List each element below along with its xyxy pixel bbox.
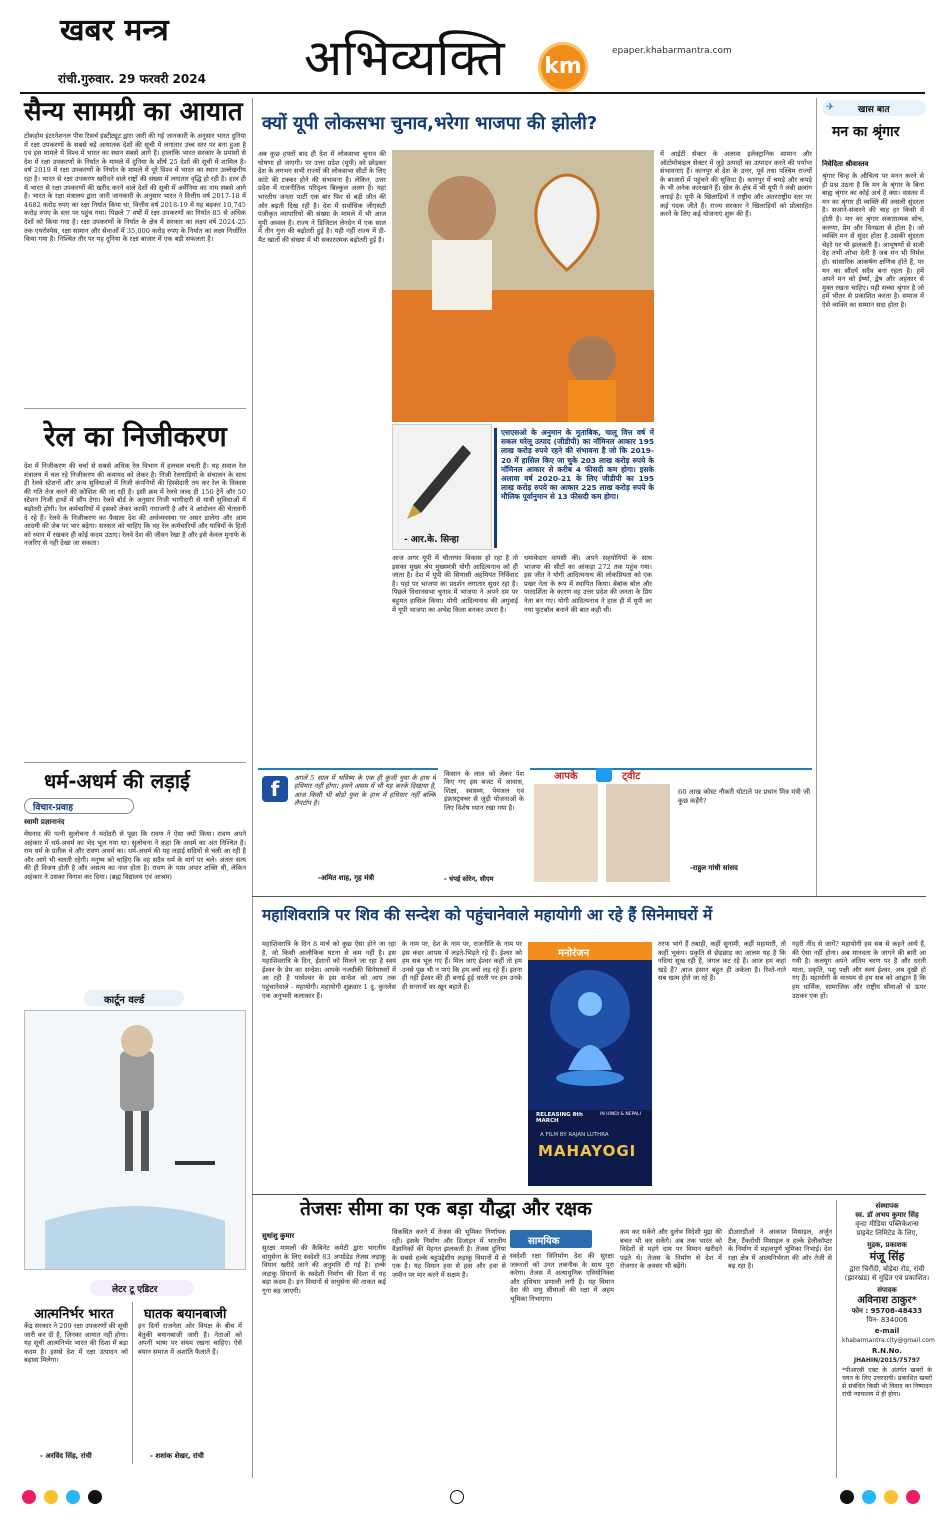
mid-quote-text: किसान के लाल को लेकर पेश किए गए इस बजट में आवास, शिक्षा, स्वास्थ्य, पेयजल एवं इंफ्रास्ट्रक्चर से जुड़ी योजनाओं के लिए विशेष ध्यान रखा गया है। [444, 770, 524, 812]
lead-pullquote: एसएसओ के अनुमान के मुताबिक, चालू वित्त वर्ष में सकल घरेलू उत्पाद (जीडीपी) का नॉमिनल आकार 195 लाख करोड़ रुपये रहने की संभावना है जो कि 2019-20 में हासिल किए जा चुके 203 लाख करोड़ रुपये के नॉमिनल आकार से करीब 4 फीसदी कम होगा। इसके अलावा वर्ष 2020-21 के लिए जीडीपी का 195 लाख करोड़ रुपये का आकार 225 लाख करोड़ रुपये के मौलिक पूर्वानुमान से 13 फीसदी कम होगा। [494, 428, 654, 548]
imprint-l12: e-mail [874, 1327, 900, 1335]
lead-headline: क्यों यूपी लोकसभा चुनाव,भरेगा भाजपा की झोली? [262, 113, 598, 134]
manoranjan-tag [528, 942, 652, 960]
manoranjan-label: मनोरंजन [558, 948, 590, 959]
l1-title: आत्मनिर्भर भारत [34, 1307, 114, 1322]
khaas-baat-badge [822, 100, 926, 116]
reg-mark-black-2 [840, 1490, 854, 1504]
imprint-disclaimer: *पीआरबी एक्ट के अंतर्गत खबरों के चयन के लिए उत्तरदायी। प्रकाशित खबरों से संबंधित किसी भी विवाद का निष्पादन रांची न्यायालय में ही होगा। [842, 1367, 932, 1398]
reg-mark-cyan-2 [862, 1490, 876, 1504]
rally-photo-icon [392, 150, 654, 422]
poster-lang: IN HINDI & NEPALI [600, 1112, 641, 1117]
imprint-l5: मुद्रक, प्रकाशक [867, 1241, 907, 1249]
imprint-l9: अविनाश ठाकुर* [857, 1295, 917, 1306]
samayik-tag [510, 1230, 592, 1248]
letters-label: लेटर टू एडिटर [112, 1285, 158, 1295]
letters-badge [90, 1280, 194, 1296]
l2-title: घातक बयानबाजी [144, 1307, 227, 1322]
l2-sign: - शशांक शेखर, रांची [150, 1452, 204, 1460]
section-title: अभिव्यक्ति [304, 29, 505, 87]
art1-body: टॉकहोम इंटरनेशनल पीस रिसर्च इंस्टीट्यूट द्वारा जारी की गई जानकारी के अनुसार भारत दुनिया में रक्षा उपकरणों के सबसे बड़े आयातक देशों की सूची में लगातार उच्च स्तर पर बना हुआ है एवं इस मामले में विश्व में भारत का स्थान सबसे आगे है। हालांकि भारत सरकार के प्रयासों से देश में रक्षा उपकरणों के निर्यात के मामले में दुनिया के शीर्ष 25 देशों की सूची में शामिल है। वर्ष 2019 में रक्षा उपकरणों के निर्यात के मामले में पूरे विश्व में भारत का स्थान उल्लेखनीय रहा है। भारत से रक्षा उपकरण खरीदने वाले राष्ट्रों की संख्या में लगातार वृद्धि हो रही है। हाल ही में भारत से रक्षा उपकरणों की खरीद करने वाले देशों की सूची में अर्मेनिया का नाम सबसे आगे है। भारत के रक्षा मंत्रालय द्वारा जारी जानकारी के अनुसार भारत ने वित्तीय वर्ष 2017-18 में 4682 करोड़ रुपए का रक्षा निर्यात किया था, वित्तीय वर्ष 2018-19 में यह बढ़कर 10,745 करोड़ रुपए के स्तर पर पहुंच गया। पिछले 7 वर्षों में रक्षा उपकरणों का निर्यात 85 से अधिक देशों को किया गया है। रक्षा उपकरणों के निर्यात के क्षेत्र में सरकार का लक्ष्य वर्ष 2024-25 तक एयरोस्पेस, रक्षा सामान और सेवाओं में 35,000 करोड़ रुपए के निर्यात का लक्ष्य निर्धारित किया गया है। निश्चित तौर पर यह दुनिया के रक्षा बाजार में एक बड़ी सफलता है। [24, 132, 246, 244]
reg-mark-magenta-2 [906, 1490, 920, 1504]
imprint-l3: वृन्दा मीडिया पब्लिकेशन्स [855, 1220, 919, 1228]
imprint-l6: मंजू सिंह [869, 1250, 905, 1263]
mahayogi-poster [528, 942, 652, 1186]
side-body: श्रृंगार चिन्ह के औचित्य पर मनन करने से ही प्रश्न उठता है कि मन के श्रृंगार के बिना बाह्य श्रृंगार का कोई अर्थ है क्या। वास्तव में मन का श्रृंगार ही व्यक्ति की असली सुंदरता है। सजाने-संवारने की चाह हर किसी में होती है। मन का श्रृंगार सकारात्मक सोच, करुणा, प्रेम और विनम्रता से होता है। जो व्यक्ति मन से सुंदर होता है उसकी सुंदरता चेहरे पर भी झलकती है। आभूषणों से सजी देह तभी शोभा देती है जब मन भी निर्मल हो। सांसारिक आकर्षण क्षणिक होते हैं, पर मन का सौंदर्य सदैव बना रहता है। हमें अपने मन को ईर्ष्या, द्वेष और अहंकार से मुक्त रखना चाहिए। यही सच्चा श्रृंगार है जो हमें भीतर से प्रकाशित करता है। समाज में ऐसे व्यक्ति का सम्मान सदा होता है। [822, 172, 924, 309]
imprint-l2: स्व. डॉ अभय कुमार सिंह [855, 1211, 919, 1219]
imprint-l14: R.N.No. [871, 1347, 903, 1355]
meditating-figure-icon [528, 960, 652, 1110]
epaper-url[interactable]: epaper.khabarmantra.com [612, 46, 732, 56]
mid-quote-box [444, 768, 524, 890]
cartoon-label: कार्टून वर्ल्ड [104, 995, 145, 1006]
tejas-headline: तेजसः सीमा का एक बड़ा यौद्धा और रक्षक [300, 1198, 592, 1220]
imprint-l10: फोन : 95708-48433 [851, 1307, 923, 1315]
tejas-body5: डीआरडीओ ने आकाश मिसाइल, अर्जुन टैंक, टैंकरोधी मिसाइल व हल्के हेलीकॉप्टर के निर्माण में महत्वपूर्ण भूमिका निभाई। देश रक्षा क्षेत्र में आत्मनिर्भरता की ओर तेजी से बढ़ रहा है। [728, 1228, 832, 1271]
l2-body: इन दिनों राजनेता ओर विपक्ष के बीच में बेतुकी बयानबाजी जारी है। नेताओं को अपनी भाषा पर संयम रखना चाहिए। ऐसे बयान समाज में अशांति फैलाते हैं। [138, 1322, 242, 1356]
cartoon-badge [84, 990, 184, 1006]
imprint-block [842, 1202, 935, 1399]
reg-mark-cyan [66, 1490, 80, 1504]
dateline: रांची.गुरुवार. 29 फरवरी 2024 [58, 72, 206, 86]
lead-author: - आर.के. सिन्हा [404, 535, 459, 545]
tweet-text: 60 लाख कोस्ट नौकरी घोटाले पर प्रधान मित्र मंत्री जी कुछ कहेंगे? [678, 788, 810, 805]
tweet-box [530, 768, 812, 890]
lead-body1: अब कुछ हफ्तों बाद ही देश में लोकसभा चुनाव की घोषणा हो जाएगी। पर उत्तर प्रदेश (यूपी) को छोड़कर देश के लगभग सभी राज्यों की लोकसभा सीटों के लिए कांटे की टक्कर होने की संभावना है। लेकिन, उत्तर प्रदेश में राजनीतिक परिदृश्य बिल्कुल अलग है। यहां भारतीय जनता पार्टी एक बार फिर से बड़ी जीत की ओर बढ़ती दिख रही है। देश में सर्वाधिक जीएसटी पंजीकृत व्यापारियों की संख्या के मामले में भी आज यूपी अव्वल है। राज्य ने डिजिटल लेनदेन में एक साल में तीन गुना की बढ़ोतरी हुई है। यही नहीं राज्य में डी-मैट खातों की संख्या में भी सकारात्मक बढ़ोतरी हुई है। [258, 150, 386, 244]
tejas-body4: कम कर सकेंगे और दुर्लभ विदेशी मुद्रा की बचत भी कर सकेंगे। अब तक भारत को विदेशों से महंगे दाम पर विमान खरीदने पड़ते थे। तेजस के निर्माण से देश में रोजगार के अवसर भी बढ़ेंगे। [620, 1228, 722, 1271]
cinema-body3: तरफ भागे हैं तबाही, कहीं सुनामी, कहीं महामारी, तो कहीं भूकंप। प्रकृति से छेड़छाड़ का आलम यह है कि नदियां सूख रही हैं, जंगल कट रहे हैं। आज हम कहां खड़े हैं? आज इंसान बहुत ही अकेला है। रिश्ते-नाते सब खत्म होते जा रहे हैं। [658, 940, 786, 983]
reg-mark-black [88, 1490, 102, 1504]
art3-title: धर्म-अधर्म की लड़ाई [44, 769, 190, 793]
tejas-author: सुधांशु कुमार [262, 1232, 295, 1240]
tejas-body3: स्वदेशी रक्षा विनिर्माण देश की सुरक्षा जरूरतों को उनत तकनीक के साथ पूरा करेगा। तेजस में अत्याधुनिक एवियोनिक्स और हथियार प्रणाली लगी है। यह विमान देश की वायु सीमाओं की रक्षा में अहम भूमिका निभाएगा। [510, 1252, 614, 1303]
reg-mark-yellow-2 [884, 1490, 898, 1504]
art3-body: मेघनाद की पत्नी सुलोचना ने मंदोदरी से पूछा कि रावण ने ऐसा क्यों किया। रावण अपने अहंकार में धर्म-अधर्म का भेद भूल गया था। सुलोचना ने कहा कि अधर्म का अंत निश्चित है। राम धर्म के प्रतीक थे और रावण अधर्म का। धर्म-अधर्म की यह लड़ाई सदियों से चली आ रही है और आगे भी चलती रहेगी। मनुष्य को चाहिए कि वह सदैव धर्म के मार्ग पर चले। अंततः सत्य की ही विजय होती है और असत्य का नाश होता है। रावण के पास अपार शक्ति थी, लेकिन अहंकार ने उसका विनाश कर दिया। (ब्रह्म विद्यालय एवं आश्रम) [24, 830, 246, 881]
plane-icon: ✈ [826, 102, 835, 113]
imprint-l4: प्राइवेट लिमिटेड के लिए, [856, 1229, 918, 1237]
vichar-badge [24, 798, 134, 814]
crosshair-mark [450, 1490, 464, 1504]
art2-title: रेल का निजीकरण [44, 420, 227, 453]
imprint-email[interactable]: khabarmantra.city@gmail.com [842, 1337, 935, 1344]
fb-sign: -अमित शाह, गृह मंत्री [318, 874, 375, 882]
twitter-icon [596, 768, 612, 782]
khaas-baat-label: खास बात [858, 105, 890, 115]
side-title: मन का श्रृंगार [832, 124, 900, 140]
cinema-body4: गहरी नींद से जागें? महायोगी हम सब से कहने आये हैं, की ऐसा नहीं होना। अब मानवता के जागने की बारी आ गयी है। कलयुग अपने अंतिम चरण पर है और धरती माता, प्रकृति, पशु पक्षी और स्वयं ईश्वर, अब दुखी हो गए हैं। महायोगी के माध्यम से हम सब को आह्वान है कि हम धार्मिक, सामाजिक और राष्ट्रीय सीमाओं से ऊपर उठकर एक हों। [792, 940, 926, 1000]
lead-body2: आज अगर यूपी में चौतरफा विकास हो रहा है तो इसका मुख्य श्रेय मुख्यमंत्री योगी आदित्यनाथ को ही जाता है। देश में यूपी की सियासी अहमियत निर्विवाद है। यहां पर भाजपा का प्रदर्शन लगातार सुधर रहा है। पिछले विधानसभा चुनाव में भाजपा ने अपने दम पर बहुमत हासिल किया। योगी आदित्यनाथ की अगुवाई में यूपी भाजपा का अभेद्य किला बनकर उभरा है। [392, 554, 518, 614]
facebook-icon: f [262, 776, 288, 802]
fb-text: अगले 5 साल में भविष्य के एक ही कुंजी युवा के हाथ में हथियार नहीं होगा। हमने असम में भी यह करके दिखाया है, आज किसी भी बोडो युवा के हाथ में हथियार नहीं बल्कि लैपटॉप है। [294, 774, 436, 808]
l1-sign: - अरविंद सिंह, रांची [40, 1452, 92, 1460]
reg-mark-magenta [22, 1490, 36, 1504]
lead-photo [392, 150, 654, 422]
imprint-l1: संस्थापक [875, 1202, 899, 1210]
tweet-label-b: ट्वीट [622, 771, 641, 782]
cinema-headline: महाशिवरात्रि पर शिव की सन्देश को पहुंचानेवाले महायोगी आ रहे हैं सिनेमाघरों में [262, 906, 713, 924]
poster-credit: A FILM BY RAJAN LUTHRA [540, 1132, 609, 1138]
samayik-label: सामयिक [528, 1236, 560, 1247]
mid-quote-sign: - चंपई सोरेन, सीएम [444, 875, 494, 883]
cinema-body1: महाशिवरात्रि के दिन 8 मार्च को कुछ ऐसा होने जा रहा है, जो किसी आलौकिक घटना से कम नहीं है। इस महाशिवरात्रि के दिन, ईशानों को मिलने जा रहा है स्वयं ईश्वर के प्रेम का सन्देश। आपके नजदीकी सिनेमाघरों में आ रही है परमेश्वर के इस सन्देश को आप तक पहुंचानेवाले - महायोगी। महायोगी शुक्रवार 1 दु. कुनलेस एक अनुभवी कलाकार हैं। [262, 940, 396, 1000]
imprint-l7: द्वारा चिरौंदी, बोड़ेया रोड, रांची (झारखंड) से मुद्रित एवं प्रकाशित। [844, 1265, 930, 1282]
km-logo: km [538, 42, 588, 92]
leader-photo [606, 784, 670, 882]
tweet-label-a: आपके [554, 771, 578, 782]
imprint-l11: पिन- 834006 [866, 1316, 908, 1324]
cinema-body2: के नाम पर, देश के नाम पर, राजनीति के नाम पर इस कदर आपस में लड़ते-भिड़ते रहे हैं। ईश्वर को हम सब भूल गए हैं। मिल जाएं ईश्वर कहीं तो हम उनसे पूछ भी न पाएं कि हम क्यों लड़ रहे हैं। इतना ही नहीं ईश्वर की ही बनाई हुई धरती पर हम उनके ही सन्तानों का खून बहाते हैं। [402, 940, 522, 991]
art3-author: स्वामी प्रज्ञानानंद [24, 818, 65, 826]
l1-body: केंद्र सरकार ने 209 रक्षा उपकरणों की सूची जारी कर दी है, जिनका आयात नहीं होगा। यह सूची आत्मनिर्भर भारत की दिशा में बड़ा कदम है। इससे देश में रक्षा उत्पादन को बढ़ावा मिलेगा। [24, 1322, 128, 1365]
poster-release: RELEASING 8th MARCH [536, 1112, 583, 1124]
cartoon-drawing-icon [25, 1011, 245, 1269]
art1-title: सैन्य सामग्री का आयात [24, 97, 243, 127]
reg-mark-yellow [44, 1490, 58, 1504]
imprint-l15: JHAHIN/2015/75797 [853, 1357, 921, 1364]
brand-title: खबर मन्त्र [60, 13, 169, 48]
tejas-body2: विकसित करने में तेजस की भूमिका निर्णायक रही। इसके निर्माण और डिजाइन में भारतीय वैज्ञानिकों की मेहनत झलकती है। तेजस दुनिया के सबसे हल्के बहुउद्देशीय लड़ाकू विमानों में से एक है। यह विमान हवा से हवा और हवा से जमीन पर मार करने में सक्षम है। [392, 1228, 506, 1279]
cartoon-image [24, 1010, 246, 1270]
poster-title: MAHAYOGI [538, 1142, 637, 1160]
side-author: निवेदिता श्रीवास्तव [822, 160, 869, 168]
pen-icon [393, 425, 491, 525]
art2-body: देश में निजीकरण की चर्चा से सबसे अधिक रेल विभाग में हलचल मचती है। यह सवाल रेल मंत्रालय में चल रहे निजीकरण की कवायद को लेकर है। निजी रेलगाड़ियों के संचालन के साथ ही रेलवे स्टेशनों और अन्य सुविधाओं में निजी कंपनियों की हिस्सेदारी तय कर रेल के विकास की गति तेज करने की कोशिश की जा रही है। इसी क्रम में रेलवे जल्द ही 150 ट्रेनें और 50 स्टेशन निजी हाथों में सौंप देगा। रेलवे बोर्ड के अनुसार निजी भागीदारी से यात्री सुविधाओं में बढ़ोतरी होगी। रेल कर्मचारियों में इसको लेकर काफी नाराजगी है और वे आंदोलन की चेतावनी दे रहे हैं। रेलवे के निजीकरण का फैसला देश की अर्थव्यवस्था पर असर डालेगा और आम आदमी की जेब पर भार बढ़ेगा। सरकार को चाहिए कि वह रेल कर्मचारियों और यात्रियों के हितों को ध्यान में रखकर ही कोई कदम उठाए। रेलवे देश की जीवन रेखा है और इसे केवल मुनाफे के नजरिए से नहीं देखा जा सकता। [24, 462, 246, 548]
minister-photo [534, 784, 598, 882]
fb-quote-box [258, 768, 438, 890]
tweet-sign: -राहुल गांधी सांसद [690, 864, 738, 872]
tejas-body1: सुरक्षा मामलों की कैबिनेट कमेटी द्वारा भारतीय वायुसेना के लिए स्वदेशी 83 अपग्रेडेड तेजस लड़ाकू विमान खरीदे जाने की अनुमति दी गई है। हल्के लड़ाकू विमानों के स्वदेशी निर्माण की दिशा में यह बड़ा कदम है। इन विमानों से वायुसेना की ताकत कई गुना बढ़ जाएगी। [262, 1244, 386, 1295]
lead-body3: धमाकेदार वापसी की। अपने सहयोगियों के साथ भाजपा की सीटों का आंकड़ा 272 तक पहुंच गया। इस जीत ने योगी आदित्यनाथ की लोकप्रियता को एक प्रखर नेता के रूप में स्थापित किया। बेबाक बोल और पारदर्शिता के कारण वह उत्तर प्रदेश की जनता के प्रिय नेता बन गए। योगी आदित्यनाथ ने हाल ही में यूपी का नया फुटबॉल बनाने की बात कही थी। [524, 554, 652, 614]
lead-body4: में आईटी सेक्टर के अलावा इलेक्ट्रानिक सामान और ऑटोमोबाइल सेक्टर में जुड़े उत्पादों का उत्पादन करने की पर्याप्त संभावनाएं हैं। कानपुर से देश के उत्तर, पूर्व तथा पश्चिम राज्यों के बाजारों में पहुंचने की सुविधा है। कानपुर में चमड़े और कपड़े के भी अनेक कारखाने हैं। खेल के क्षेत्र में भी यूपी ने लंबी छलांग लगाई है। यूपी के खिलाड़ियों ने राष्ट्रीय और अंतरराष्ट्रीय स्तर पर कई पदक जीते हैं। राज्य सरकार ने खिलाड़ियों को प्रोत्साहित करने के लिए कई योजनाएं शुरू की हैं। [660, 150, 812, 219]
vichar-label: विचार-प्रवाह [33, 803, 74, 813]
imprint-l8: संपादक [877, 1286, 897, 1294]
